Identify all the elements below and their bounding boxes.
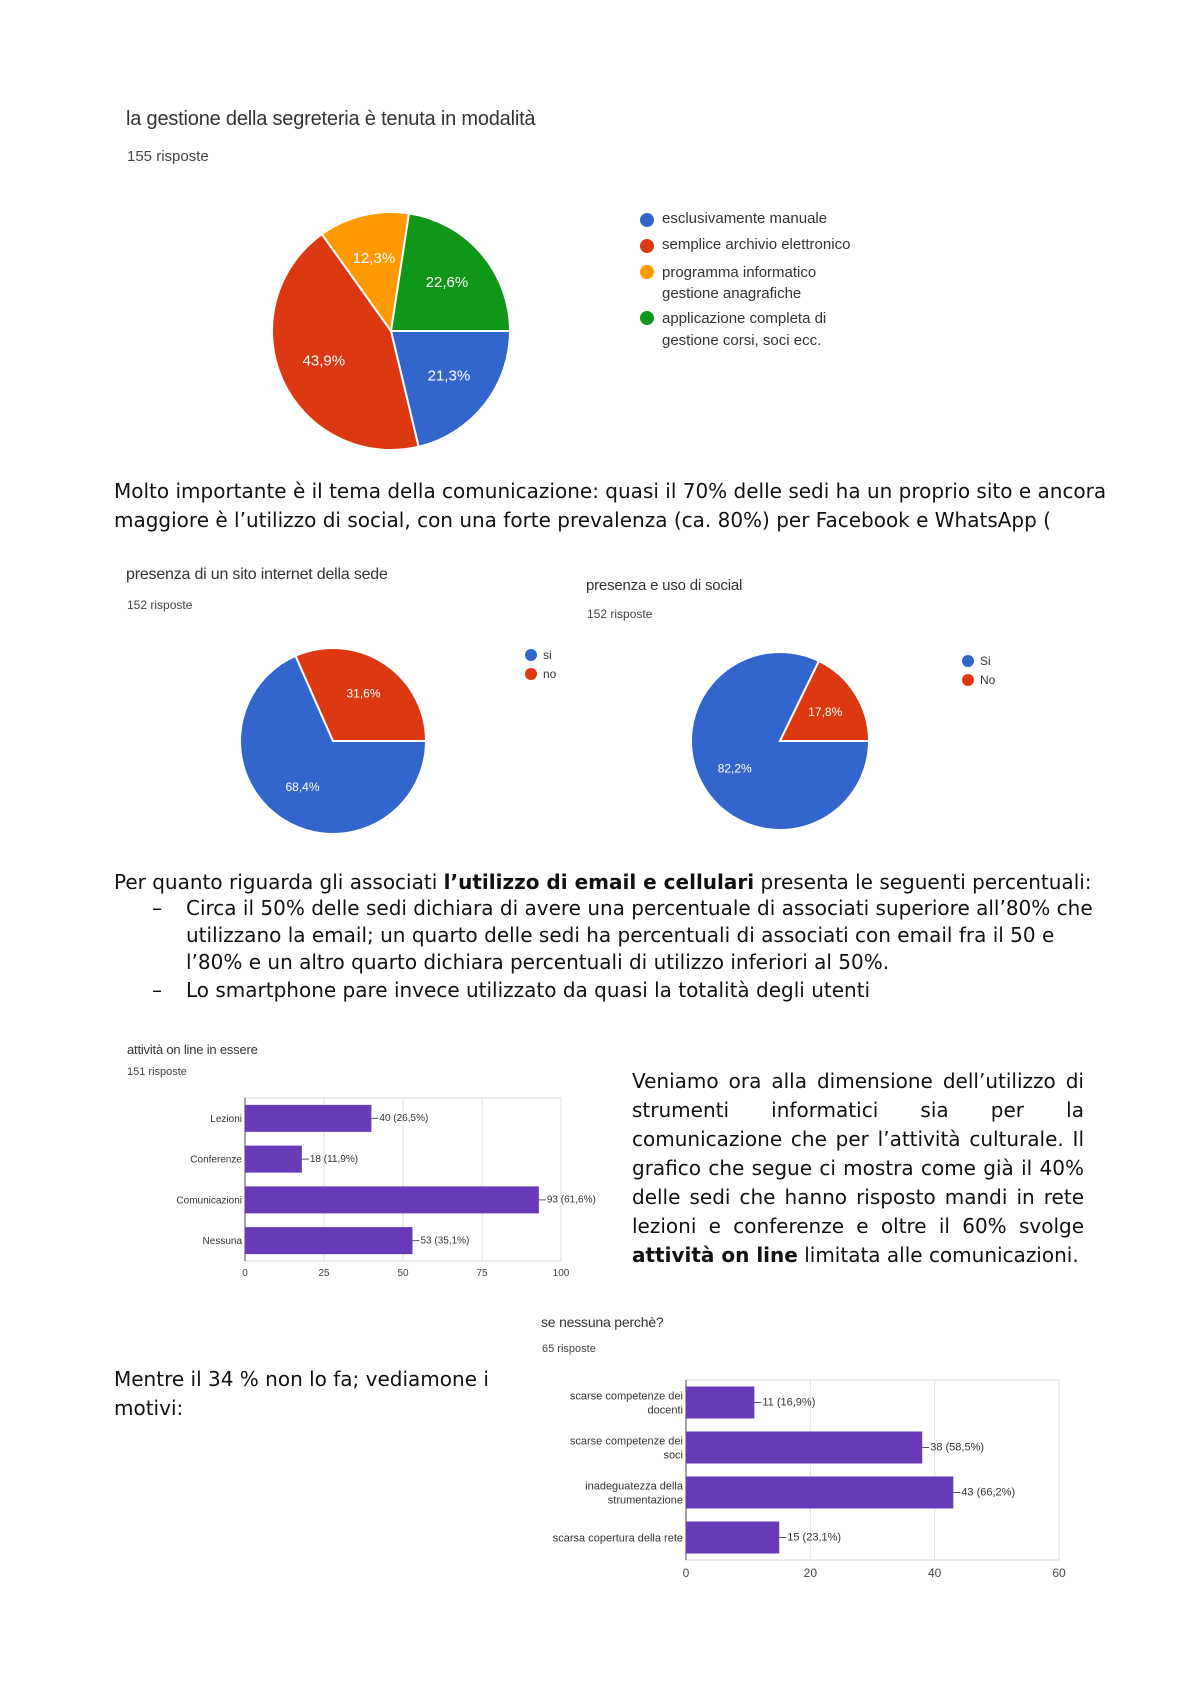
x-tick-label: 40	[927, 1566, 942, 1580]
chart1-title: la gestione della segreteria è tenuta in modalità	[126, 108, 536, 130]
pie-slice-label: 21,3%	[427, 367, 471, 385]
text-bold: attività on line	[632, 1243, 798, 1267]
x-tick-label: 25	[318, 1268, 330, 1279]
bar	[245, 1146, 302, 1173]
category-label: scarsa copertura della rete	[552, 1532, 683, 1545]
chart2-legend	[525, 648, 605, 688]
bar-value-label: 53 (35,1%)	[420, 1235, 470, 1247]
legend-item	[525, 648, 552, 662]
paragraph-strumenti	[632, 1067, 1084, 1270]
bar-value-label: 18 (11,9%)	[309, 1153, 359, 1165]
x-tick-label: 75	[476, 1268, 488, 1279]
category-label: Lezioni	[210, 1113, 242, 1125]
x-tick-label: 20	[803, 1566, 818, 1580]
bar-value-label: 38 (58,5%)	[930, 1441, 985, 1454]
legend-swatch	[525, 649, 537, 661]
paragraph-line	[114, 868, 1114, 897]
pie-slice-label: 22,6%	[425, 273, 469, 291]
legend-label: applicazione completa di gestione corsi, soci ecc.	[662, 310, 827, 349]
legend-swatch	[962, 655, 974, 667]
bar	[686, 1432, 922, 1464]
text-bold: l’utilizzo di email e cellulari	[443, 870, 755, 894]
bar-chart-attivita	[160, 1090, 610, 1285]
legend-item	[962, 673, 995, 687]
category-label: Nessuna	[202, 1236, 242, 1248]
bar-value-label: 43 (66,2%)	[961, 1486, 1016, 1499]
legend-label: semplice archivio elettronico	[662, 236, 851, 253]
category-label: scarse competenze dei soci	[569, 1435, 683, 1462]
list-item-text: Circa il 50% delle sedi dichiara di avere una percentuale di associati superiore all’80% che utilizzano la email; un quarto delle sedi ha percentuali di associati con email fra il 50 e l’80% e un altro quarto dichiara percentuali di utilizzo inferiori al 50%.	[186, 896, 1093, 974]
bar-chart-motivi	[530, 1370, 1090, 1605]
legend-swatch	[962, 674, 974, 686]
category-label: inadeguatezza della strumentazione	[585, 1480, 683, 1507]
paragraph-line: maggiore è l’utilizzo di social, con una forte prevalenza (ca. 80%) per Facebook e WhatsApp (	[114, 508, 1051, 532]
dash-marker: –	[152, 978, 162, 1002]
pie-chart-sito	[0, 0, 600, 860]
pie-slice-label: 12,3%	[352, 250, 396, 268]
pie-slice-label: 43,9%	[302, 352, 346, 370]
legend-item	[962, 654, 991, 668]
bar	[245, 1186, 539, 1213]
legend-label: No	[980, 673, 996, 687]
bar-value-label: 93 (61,6%)	[546, 1194, 596, 1206]
bar	[686, 1477, 953, 1509]
text-run: Per quanto riguarda gli associati	[114, 870, 444, 894]
chart4-subtitle: 151 risposte	[127, 1066, 187, 1078]
chart3-title: presenza e uso di social	[586, 577, 743, 594]
pie-slice-label: 17,8%	[808, 704, 843, 719]
paragraph-line: Molto importante è il tema della comunicazione: quasi il 70% delle sedi ha un proprio sito e ancora	[114, 479, 1107, 503]
dash-list	[114, 895, 1114, 1005]
legend-label: esclusivamente manuale	[662, 210, 828, 227]
paragraph-motivi: Mentre il 34 % non lo fa; vediamone i motivi:	[114, 1367, 489, 1420]
bar-value-label: 11 (16,9%)	[762, 1396, 816, 1409]
pie-chart-social	[600, 0, 1191, 860]
legend-label: si	[543, 648, 552, 662]
text-run: limitata alle comunicazioni.	[797, 1243, 1079, 1267]
bar	[686, 1387, 754, 1419]
chart3-subtitle: 152 risposte	[587, 607, 653, 621]
chart5-subtitle: 65 risposte	[542, 1343, 596, 1355]
legend-swatch	[525, 668, 537, 680]
text-run: Veniamo ora alla dimensione dell’utilizzo di strumenti informatici sia per la comunicazione che per l’attività culturale. Il grafico che segue ci mostra come già il 40% delle sedi che hanno risposto mandi in rete lezioni e conferenze e oltre il 60% svolge	[632, 1069, 1084, 1238]
bar-value-label: 40 (26,5%)	[379, 1113, 429, 1125]
dash-marker: –	[152, 896, 162, 920]
x-tick-label: 0	[242, 1268, 248, 1279]
list-item	[114, 895, 1100, 976]
x-tick-label: 0	[682, 1566, 690, 1580]
category-label: Comunicazioni	[176, 1195, 242, 1207]
chart2-title: presenza di un sito internet della sede	[126, 566, 388, 583]
paragraph-email	[114, 868, 1114, 1005]
bar	[686, 1522, 779, 1554]
x-tick-label: 60	[1052, 1566, 1066, 1580]
pie-slice-label: 68,4%	[285, 779, 320, 794]
category-label: scarse competenze dei docenti	[569, 1390, 683, 1417]
pie-slice-label: 82,2%	[717, 761, 752, 776]
legend-item	[525, 667, 556, 681]
chart5-title: se nessuna perchè?	[541, 1314, 664, 1330]
bar	[245, 1105, 371, 1132]
legend-label: programma informatico gestione anagrafiche	[662, 264, 817, 302]
chart2-subtitle: 152 risposte	[127, 598, 193, 612]
legend-label: Si	[980, 654, 991, 668]
bar-value-label: 15 (23,1%)	[787, 1531, 842, 1544]
x-tick-label: 50	[397, 1268, 409, 1279]
chart4-title: attività on line in essere	[127, 1042, 258, 1057]
text-run: presenta le seguenti percentuali:	[754, 870, 1092, 894]
x-tick-label: 100	[552, 1268, 570, 1279]
list-item-text: Lo smartphone pare invece utilizzato da quasi la totalità degli utenti	[186, 978, 871, 1002]
legend-label: no	[543, 667, 557, 681]
category-label: Conferenze	[190, 1154, 242, 1166]
chart1-subtitle: 155 risposte	[127, 148, 209, 165]
bar	[245, 1227, 412, 1254]
chart3-legend	[962, 654, 1042, 694]
pie-slice-label: 31,6%	[346, 686, 381, 701]
list-item	[114, 976, 1114, 1005]
